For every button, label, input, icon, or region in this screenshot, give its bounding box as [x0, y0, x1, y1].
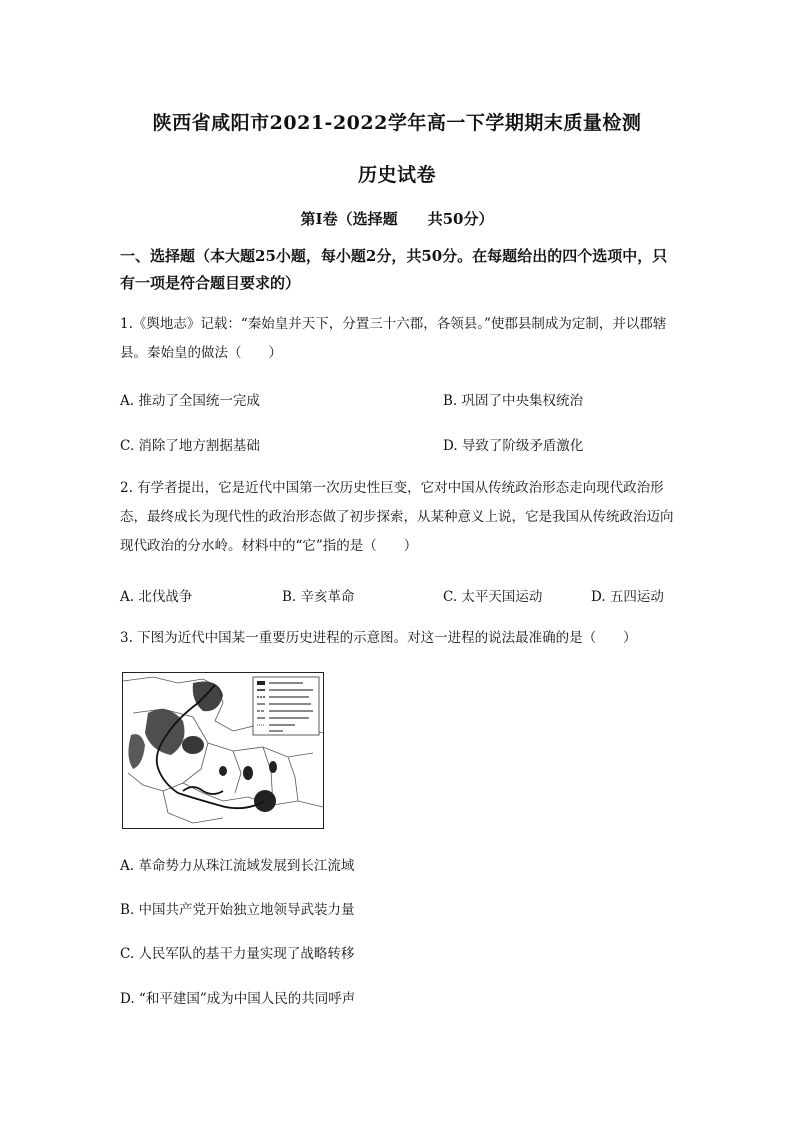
question-2-option-c: C. 太平天国运动 — [443, 589, 543, 605]
part-heading: 一、选择题（本大题25小题，每小题2分，共50分。在每题给出的四个选项中，只有一项是符合题目要求的） — [120, 247, 668, 292]
question-1-stem: 1.《舆地志》记载：“秦始皇并天下，分置三十六郡，各领县。”使郡县制成为定制，并以郡辖县。秦始皇的做法（ ） — [120, 316, 667, 361]
question-2-option-b: B. 辛亥革命 — [282, 589, 355, 605]
question-1-option-c: C. 消除了地方割据基础 — [120, 438, 260, 454]
question-1-option-b: B. 巩固了中央集权统治 — [443, 393, 584, 409]
question-1-option-d: D. 导致了阶级矛盾激化 — [443, 438, 584, 454]
question-3-stem: 3. 下图为近代中国某一重要历史进程的示意图。对这一进程的说法最准确的是（ ） — [120, 630, 637, 646]
section-heading: 第Ⅰ卷（选择题 共50分） — [300, 210, 494, 228]
map-illustration — [123, 673, 323, 828]
question-2-option-d: D. 五四运动 — [591, 589, 664, 605]
question-3-option-c: C. 人民军队的基干力量实现了战略转移 — [120, 946, 355, 962]
doc-title: 陕西省咸阳市2021-2022学年高一下学期期末质量检测 — [152, 112, 642, 134]
question-1-option-a: A. 推动了全国统一完成 — [120, 393, 260, 409]
question-2-option-a: A. 北伐战争 — [120, 589, 193, 605]
historical-route-map — [122, 672, 324, 829]
doc-subtitle: 历史试卷 — [357, 164, 436, 186]
question-3-option-d: D. “和平建国”成为中国人民的共同呼声 — [120, 991, 356, 1007]
question-3-option-a: A. 革命势力从珠江流域发展到长江流域 — [120, 858, 355, 874]
question-2-stem: 2. 有学者提出，它是近代中国第一次历史性巨变，它对中国从传统政治形态走向现代政治形态，最终成长为现代性的政治形态做了初步探索，从某种意义上说，它是我国从传统政治迈向现代政治的分水岭。材料中的“它”指的是（ ） — [120, 480, 674, 554]
question-3-option-b: B. 中国共产党开始独立地领导武装力量 — [120, 902, 355, 918]
